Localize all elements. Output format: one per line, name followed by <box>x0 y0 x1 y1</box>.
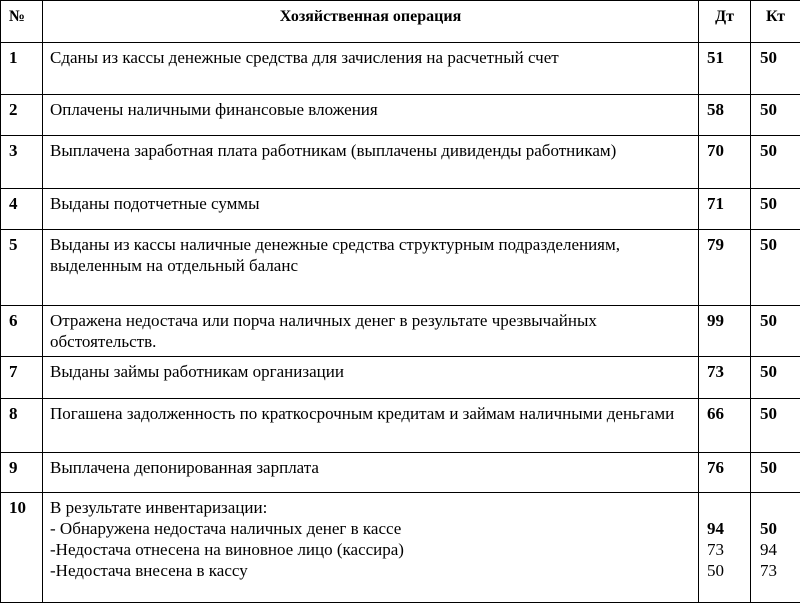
table-row <box>1 453 800 493</box>
item-debit: 50 <box>707 560 744 581</box>
row-credit: 50 <box>751 136 800 189</box>
item-credit: 73 <box>760 560 794 581</box>
row-num: 3 <box>1 136 43 189</box>
row-debit: 71 <box>699 189 751 230</box>
row-operation: Выплачена заработная плата работникам (выплачены дивиденды работникам) <box>43 136 699 189</box>
table-row <box>1 399 800 453</box>
table-row <box>1 306 800 357</box>
table-row <box>1 493 800 603</box>
row-operation: Выплачена депонированная зарплата <box>43 453 699 493</box>
row-operation: Выданы подотчетные суммы <box>43 189 699 230</box>
table-row <box>1 95 800 136</box>
bullet-mark: - <box>50 540 56 559</box>
header-operation: Хозяйственная операция <box>43 1 699 43</box>
row-credit: 50 <box>751 306 800 357</box>
row-debit: 66 <box>699 399 751 453</box>
row-num: 9 <box>1 453 43 493</box>
row-credit: 50 <box>751 453 800 493</box>
inventory-item: - Обнаружена недостача наличных денег в кассе <box>50 518 692 539</box>
row-operation <box>43 493 699 603</box>
row-num: 4 <box>1 189 43 230</box>
row-operation: Выданы из кассы наличные денежные средства структурным подразделениям, выделенным на отдельный баланс <box>43 230 699 306</box>
header-debit: Дт <box>699 1 751 43</box>
row-num: 1 <box>1 43 43 95</box>
inventory-intro: В результате инвентаризации: <box>50 497 692 518</box>
row-credit: 50 <box>751 95 800 136</box>
row-debit: 79 <box>699 230 751 306</box>
row-credit: 50 <box>751 43 800 95</box>
header-row <box>1 1 800 43</box>
row-operation: Сданы из кассы денежные средства для зачисления на расчетный счет <box>43 43 699 95</box>
row-operation: Выданы займы работникам организации <box>43 357 699 399</box>
row-num: 5 <box>1 230 43 306</box>
row-debit: 70 <box>699 136 751 189</box>
row-debit: 58 <box>699 95 751 136</box>
row-credit <box>751 493 800 603</box>
table-row <box>1 136 800 189</box>
row-num: 10 <box>1 493 43 603</box>
table-row <box>1 189 800 230</box>
row-num: 8 <box>1 399 43 453</box>
header-credit: Кт <box>751 1 800 43</box>
row-debit <box>699 493 751 603</box>
row-credit: 50 <box>751 399 800 453</box>
row-debit: 73 <box>699 357 751 399</box>
row-credit: 50 <box>751 189 800 230</box>
table-row <box>1 43 800 95</box>
item-debit: 94 <box>707 518 744 539</box>
table-row <box>1 230 800 306</box>
header-num: № <box>1 1 43 43</box>
row-num: 6 <box>1 306 43 357</box>
row-operation: Погашена задолженность по краткосрочным кредитам и займам наличными деньгами <box>43 399 699 453</box>
inventory-item: -Недостача внесена в кассу <box>50 560 692 581</box>
row-credit: 50 <box>751 357 800 399</box>
item-debit: 73 <box>707 539 744 560</box>
row-num: 2 <box>1 95 43 136</box>
inventory-item: -Недостача отнесена на виновное лицо (кассира) <box>50 539 692 560</box>
row-credit: 50 <box>751 230 800 306</box>
table-row <box>1 357 800 399</box>
row-debit: 51 <box>699 43 751 95</box>
item-credit: 50 <box>760 518 794 539</box>
row-debit: 76 <box>699 453 751 493</box>
row-debit: 99 <box>699 306 751 357</box>
row-operation: Отражена недостача или порча наличных денег в результате чрезвычайных обстоятельств. <box>43 306 699 357</box>
row-operation: Оплачены наличными финансовые вложения <box>43 95 699 136</box>
bullet-mark: - <box>50 561 56 580</box>
row-num: 7 <box>1 357 43 399</box>
item-credit: 94 <box>760 539 794 560</box>
